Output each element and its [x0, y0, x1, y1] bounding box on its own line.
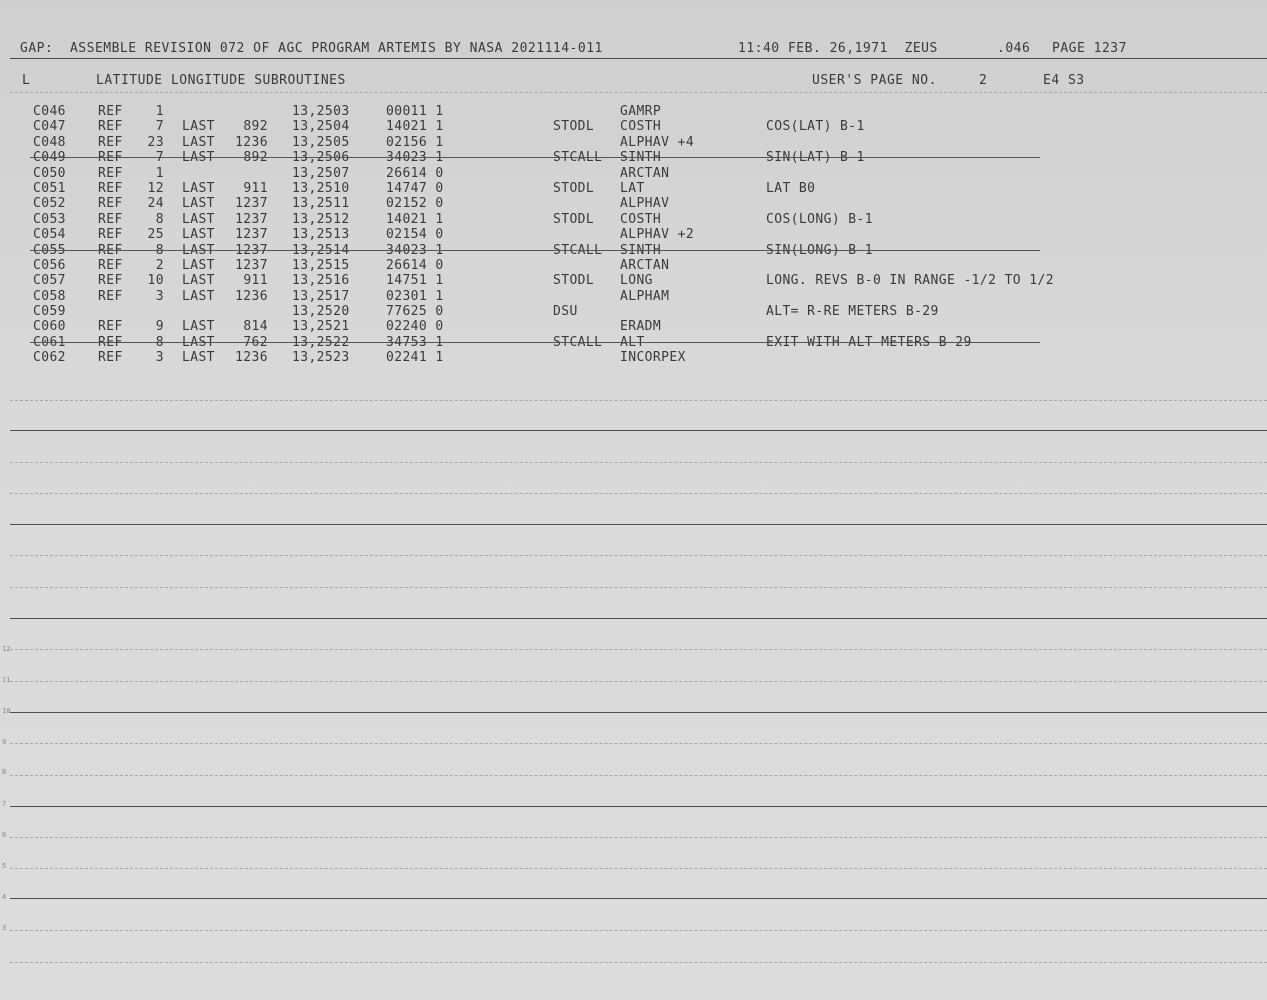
ref-count: 8: [155, 242, 164, 258]
line-number: C052: [33, 196, 66, 212]
line-number: C050: [33, 165, 66, 181]
ruled-line: [10, 649, 1267, 650]
last-label: LAST: [182, 334, 215, 350]
line-number: C047: [33, 119, 66, 135]
line-number: C049: [33, 150, 66, 166]
margin-number: 3: [2, 924, 7, 932]
ref-count: 25: [147, 227, 164, 243]
ruled-line: [10, 493, 1267, 494]
octal-word: 02240 0: [386, 319, 444, 335]
ref-label: REF: [98, 319, 123, 335]
operand: COSTH: [620, 211, 662, 227]
ruled-line: [10, 837, 1267, 838]
last-page: 1237: [235, 242, 268, 258]
ref-label: REF: [98, 288, 123, 304]
code-listing: [0, 104, 1267, 366]
ruled-line: [10, 618, 1267, 619]
ref-label: REF: [98, 134, 123, 150]
ref-label: REF: [98, 104, 123, 119]
ref-label: REF: [98, 350, 123, 366]
ruled-line: [10, 681, 1267, 682]
octal-word: 00011 1: [386, 104, 444, 119]
last-label: LAST: [182, 227, 215, 243]
octal-word: 02156 1: [386, 134, 444, 150]
operand: SINTH: [620, 150, 662, 166]
log-marker: L: [22, 73, 31, 88]
operand: ALPHAV +2: [620, 227, 695, 243]
listing-row: [0, 135, 1267, 150]
last-page: 911: [243, 273, 268, 289]
ruled-line: [10, 743, 1267, 744]
listing-row: [0, 350, 1267, 365]
address: 13,2521: [292, 319, 350, 335]
operand: LONG: [620, 273, 653, 289]
opcode: STODL: [553, 119, 595, 135]
page-number: PAGE 1237: [1052, 41, 1127, 56]
listing-row: [0, 212, 1267, 227]
ref-count: 12: [147, 180, 164, 196]
margin-number: 8: [2, 768, 7, 776]
last-page: 892: [243, 150, 268, 166]
operand: COSTH: [620, 119, 662, 135]
comment: EXIT WITH ALT METERS B-29: [766, 334, 972, 350]
last-label: LAST: [182, 180, 215, 196]
octal-word: 02152 0: [386, 196, 444, 212]
ref-label: REF: [98, 257, 123, 273]
ref-count: 8: [155, 334, 164, 350]
ref-label: REF: [98, 334, 123, 350]
ref-label: REF: [98, 150, 123, 166]
last-label: LAST: [182, 150, 215, 166]
operand: ALPHAM: [620, 288, 670, 304]
octal-word: 02301 1: [386, 288, 444, 304]
address: 13,2516: [292, 273, 350, 289]
comment: COS(LONG) B-1: [766, 211, 873, 227]
address: 13,2505: [292, 134, 350, 150]
opcode: STCALL: [553, 334, 603, 350]
listing-row: [0, 273, 1267, 288]
ref-label: REF: [98, 227, 123, 243]
last-label: LAST: [182, 350, 215, 366]
line-number: C059: [33, 304, 66, 320]
listing-row: [0, 304, 1267, 319]
ruled-line: [10, 555, 1267, 556]
margin-number: 12: [2, 645, 11, 653]
ref-label: REF: [98, 196, 123, 212]
last-label: LAST: [182, 288, 215, 304]
operand: INCORPEX: [620, 350, 686, 366]
ref-label: REF: [98, 242, 123, 258]
address: 13,2514: [292, 242, 350, 258]
octal-word: 34753 1: [386, 334, 444, 350]
last-label: LAST: [182, 134, 215, 150]
address: 13,2513: [292, 227, 350, 243]
listing-row: [0, 289, 1267, 304]
line-number: C054: [33, 227, 66, 243]
margin-number: 5: [2, 862, 7, 870]
ruled-line: [10, 868, 1267, 869]
operand: ERADM: [620, 319, 662, 335]
line-number: C057: [33, 273, 66, 289]
operand: LAT: [620, 180, 645, 196]
octal-word: 77625 0: [386, 304, 444, 320]
opcode: STODL: [553, 180, 595, 196]
last-page: 1237: [235, 211, 268, 227]
last-page: 1237: [235, 257, 268, 273]
address: 13,2504: [292, 119, 350, 135]
line-number: C055: [33, 242, 66, 258]
ruled-line: [10, 712, 1267, 713]
ref-count: 1: [155, 165, 164, 181]
address: 13,2507: [292, 165, 350, 181]
octal-word: 14021 1: [386, 211, 444, 227]
ruled-line: [10, 962, 1267, 963]
listing-row: [0, 335, 1267, 350]
address: 13,2522: [292, 334, 350, 350]
last-page: 814: [243, 319, 268, 335]
last-page: 1236: [235, 288, 268, 304]
listing-row: [0, 181, 1267, 196]
ruled-line: [10, 430, 1267, 431]
opcode: STODL: [553, 211, 595, 227]
ruled-line: [10, 400, 1267, 401]
line-number: C062: [33, 350, 66, 366]
ref-count: 24: [147, 196, 164, 212]
listing-row: [0, 104, 1267, 119]
timestamp: 11:40 FEB. 26,1971 ZEUS: [738, 41, 938, 56]
ruled-line: [10, 92, 1267, 93]
opcode: STODL: [553, 273, 595, 289]
ref-count: 3: [155, 288, 164, 304]
margin-number: 7: [2, 800, 7, 808]
octal-word: 14751 1: [386, 273, 444, 289]
listing-title: GAP: ASSEMBLE REVISION 072 OF AGC PROGRAM ARTEMIS BY NASA 2021114-011: [20, 41, 603, 56]
margin-number: 6: [2, 831, 7, 839]
margin-number: 11: [2, 676, 11, 684]
ref-count: 2: [155, 257, 164, 273]
last-label: LAST: [182, 273, 215, 289]
address: 13,2523: [292, 350, 350, 366]
ref-count: 3: [155, 350, 164, 366]
last-page: 1236: [235, 134, 268, 150]
last-label: LAST: [182, 257, 215, 273]
section-title: LATITUDE LONGITUDE SUBROUTINES: [96, 73, 346, 88]
listing-row: [0, 258, 1267, 273]
user-page-label: USER'S PAGE NO.: [812, 73, 937, 88]
operand: SINTH: [620, 242, 662, 258]
comment: ALT= R-RE METERS B-29: [766, 304, 939, 320]
address: 13,2510: [292, 180, 350, 196]
ref-label: REF: [98, 119, 123, 135]
margin-number: 4: [2, 893, 7, 901]
octal-word: 02154 0: [386, 227, 444, 243]
address: 13,2520: [292, 304, 350, 320]
ref-count: 1: [155, 104, 164, 119]
ref-count: 23: [147, 134, 164, 150]
ref-label: REF: [98, 180, 123, 196]
header-rule: [10, 58, 1267, 59]
listing-row: [0, 319, 1267, 334]
listing-row: [0, 243, 1267, 258]
page-tag: E4 S3: [1043, 73, 1085, 88]
listing-row: [0, 196, 1267, 211]
line-number: C058: [33, 288, 66, 304]
last-label: LAST: [182, 242, 215, 258]
margin-number: 10: [2, 707, 11, 715]
ref-count: 8: [155, 211, 164, 227]
octal-word: 14021 1: [386, 119, 444, 135]
run-code: .046: [997, 41, 1031, 56]
opcode: STCALL: [553, 150, 603, 166]
ref-label: REF: [98, 273, 123, 289]
opcode: STCALL: [553, 242, 603, 258]
octal-word: 34023 1: [386, 242, 444, 258]
last-page: 762: [243, 334, 268, 350]
line-number: C056: [33, 257, 66, 273]
last-page: 911: [243, 180, 268, 196]
ruled-line: [10, 524, 1267, 525]
last-page: 892: [243, 119, 268, 135]
operand: ALPHAV: [620, 196, 670, 212]
last-page: 1237: [235, 196, 268, 212]
ref-count: 9: [155, 319, 164, 335]
comment: LONG. REVS B-0 IN RANGE -1/2 TO 1/2: [766, 273, 1054, 289]
comment: SIN(LONG) B-1: [766, 242, 873, 258]
address: 13,2503: [292, 104, 350, 119]
octal-word: 26614 0: [386, 257, 444, 273]
comment: LAT B0: [766, 180, 816, 196]
address: 13,2506: [292, 150, 350, 166]
last-page: 1237: [235, 227, 268, 243]
last-label: LAST: [182, 196, 215, 212]
address: 13,2517: [292, 288, 350, 304]
address: 13,2515: [292, 257, 350, 273]
last-label: LAST: [182, 211, 215, 227]
octal-word: 26614 0: [386, 165, 444, 181]
ref-count: 7: [155, 150, 164, 166]
opcode: DSU: [553, 304, 578, 320]
ruled-line: [10, 806, 1267, 807]
line-number: C060: [33, 319, 66, 335]
line-number: C051: [33, 180, 66, 196]
ref-label: REF: [98, 165, 123, 181]
ref-label: REF: [98, 211, 123, 227]
ruled-line: [10, 462, 1267, 463]
line-number: C048: [33, 134, 66, 150]
address: 13,2512: [292, 211, 350, 227]
line-number: C061: [33, 334, 66, 350]
last-label: LAST: [182, 319, 215, 335]
ref-count: 10: [147, 273, 164, 289]
address: 13,2511: [292, 196, 350, 212]
ruled-line: [10, 587, 1267, 588]
ref-count: 7: [155, 119, 164, 135]
ruled-line: [10, 775, 1267, 776]
ruled-line: [10, 930, 1267, 931]
operand: GAMRP: [620, 104, 662, 119]
user-page-number: 2: [979, 73, 988, 88]
line-number: C053: [33, 211, 66, 227]
comment: SIN(LAT) B-1: [766, 150, 865, 166]
operand: ALT: [620, 334, 645, 350]
listing-row: [0, 150, 1267, 165]
octal-word: 34023 1: [386, 150, 444, 166]
operand: ARCTAN: [620, 165, 670, 181]
octal-word: 14747 0: [386, 180, 444, 196]
listing-row: [0, 119, 1267, 134]
last-page: 1236: [235, 350, 268, 366]
comment: COS(LAT) B-1: [766, 119, 865, 135]
ruled-line: [10, 898, 1267, 899]
margin-number: 9: [2, 738, 7, 746]
operand: ARCTAN: [620, 257, 670, 273]
last-label: LAST: [182, 119, 215, 135]
listing-row: [0, 166, 1267, 181]
listing-row: [0, 227, 1267, 242]
octal-word: 02241 1: [386, 350, 444, 366]
operand: ALPHAV +4: [620, 134, 695, 150]
line-number: C046: [33, 104, 66, 119]
